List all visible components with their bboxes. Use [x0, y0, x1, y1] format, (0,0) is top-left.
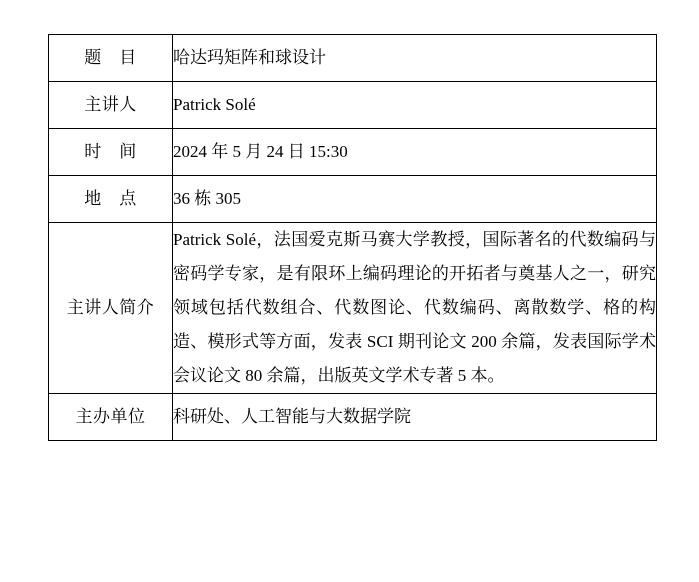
place-label: 地 点 — [49, 176, 173, 223]
table-row — [49, 394, 657, 441]
speaker-value: Patrick Solé — [173, 82, 657, 129]
topic-value: 哈达玛矩阵和球设计 — [173, 35, 657, 82]
speaker-label: 主讲人 — [49, 82, 173, 129]
table-row — [49, 82, 657, 129]
organizer-label: 主办单位 — [49, 394, 173, 441]
organizer-value: 科研处、人工智能与大数据学院 — [173, 394, 657, 441]
time-label: 时 间 — [49, 129, 173, 176]
seminar-info-table — [48, 34, 657, 441]
topic-label: 题 目 — [49, 35, 173, 82]
table-row — [49, 176, 657, 223]
bio-value: Patrick Solé，法国爱克斯马赛大学教授，国际著名的代数编码与密码学专家，是有限环上编码理论的开拓者与奠基人之一，研究领域包括代数组合、代数图论、代数编码、离散数学、格的构造、模形式等方面，发表 SCI 期刊论文 200 余篇，发表国际学术会议论文 80 余篇，出版英文学术专著 5 本。 — [173, 223, 657, 394]
time-value: 2024 年 5 月 24 日 15:30 — [173, 129, 657, 176]
place-value: 36 栋 305 — [173, 176, 657, 223]
bio-label: 主讲人简介 — [49, 223, 173, 394]
table-row — [49, 223, 657, 394]
table-row — [49, 35, 657, 82]
table-row — [49, 129, 657, 176]
